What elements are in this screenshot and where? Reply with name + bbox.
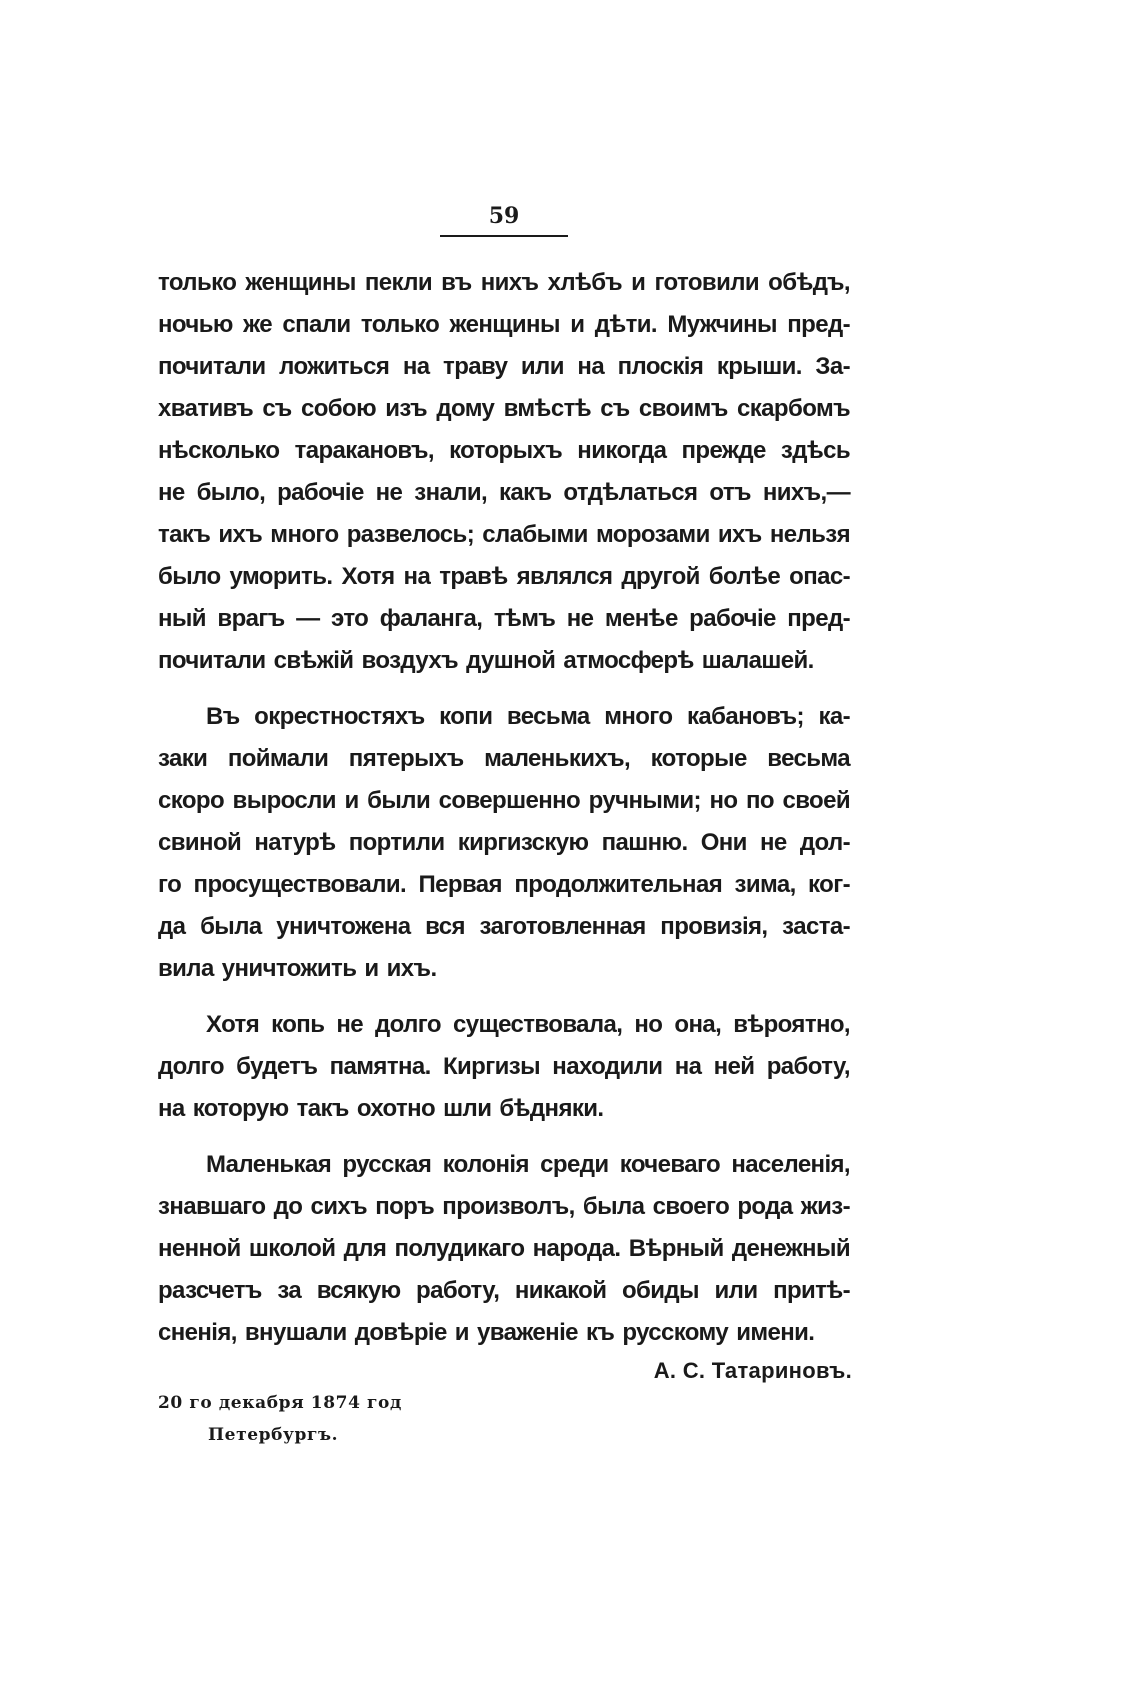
page-number-rule [440, 235, 568, 237]
paragraph-2 [158, 696, 850, 990]
text-line: го просуществовали. Первая продолжительная зима, ког- [158, 871, 850, 898]
text-line: Хотя копь не долго существовала, но она, вѣроятно, [206, 1011, 850, 1038]
text-line: да была уничтожена вся заготовленная провизія, заста- [158, 913, 850, 940]
paragraph-1 [158, 262, 850, 682]
text-line: было уморить. Хотя на травѣ являлся другой болѣе опас- [158, 563, 850, 590]
text-line: заки поймали пятерыхъ маленькихъ, которые весьма [158, 745, 850, 772]
text-line: свиной натурѣ портили киргизскую пашню. Они не дол- [158, 829, 850, 856]
text-line: Маленькая русская колонія среди кочеваго населенія, [206, 1151, 850, 1178]
text-line: ночью же спали только женщины и дѣти. Мужчины пред- [158, 311, 850, 338]
text-line: разсчетъ за всякую работу, никакой обиды или притѣ- [158, 1277, 850, 1304]
text-line: такъ ихъ много развелось; слабыми морозами ихъ нельзя [158, 521, 850, 548]
text-line: знавшаго до сихъ поръ произволъ, была своего рода жиз- [158, 1193, 850, 1220]
text-line: ный врагъ — это фаланга, тѣмъ не менѣе рабочіе пред- [158, 605, 850, 632]
text-line: долго будетъ памятна. Киргизы находили на ней работу, [158, 1053, 850, 1080]
text-line: сненія, внушали довѣріе и уваженіе къ русскому имени. [158, 1319, 815, 1346]
page-number: 59 [488, 203, 520, 229]
body-text [158, 262, 850, 1354]
text-line: ненной школой для полудикаго народа. Вѣрный денежный [158, 1235, 850, 1262]
text-line: на которую такъ охотно шли бѣдняки. [158, 1095, 604, 1122]
text-line: только женщины пекли въ нихъ хлѣбъ и готовили обѣдъ, [158, 269, 850, 296]
text-line: хвативъ съ собою изъ дому вмѣстѣ съ своимъ скарбомъ [158, 395, 850, 422]
dateline-date: 20 го декабря 1874 год [158, 1393, 402, 1413]
paragraph-3 [158, 1004, 850, 1130]
text-line: вила уничтожить и ихъ. [158, 955, 437, 982]
text-line: не было, рабочіе не знали, какъ отдѣлаться отъ нихъ,— [158, 479, 850, 506]
author-signature: А. С. Татариновъ. [653, 1358, 852, 1383]
text-line: почитали свѣжій воздухъ душной атмосферѣ шалашей. [158, 647, 814, 674]
text-line: скоро выросли и были совершенно ручными; но по своей [158, 787, 850, 814]
text-line: Въ окрестностяхъ копи весьма много кабановъ; ка- [206, 703, 850, 730]
dateline-place: Петербургъ. [208, 1425, 339, 1445]
paragraph-4 [158, 1144, 850, 1354]
text-line: нѣсколько таракановъ, которыхъ никогда прежде здѣсь [158, 437, 850, 464]
text-line: почитали ложиться на траву или на плоскія крыши. За- [158, 353, 850, 380]
